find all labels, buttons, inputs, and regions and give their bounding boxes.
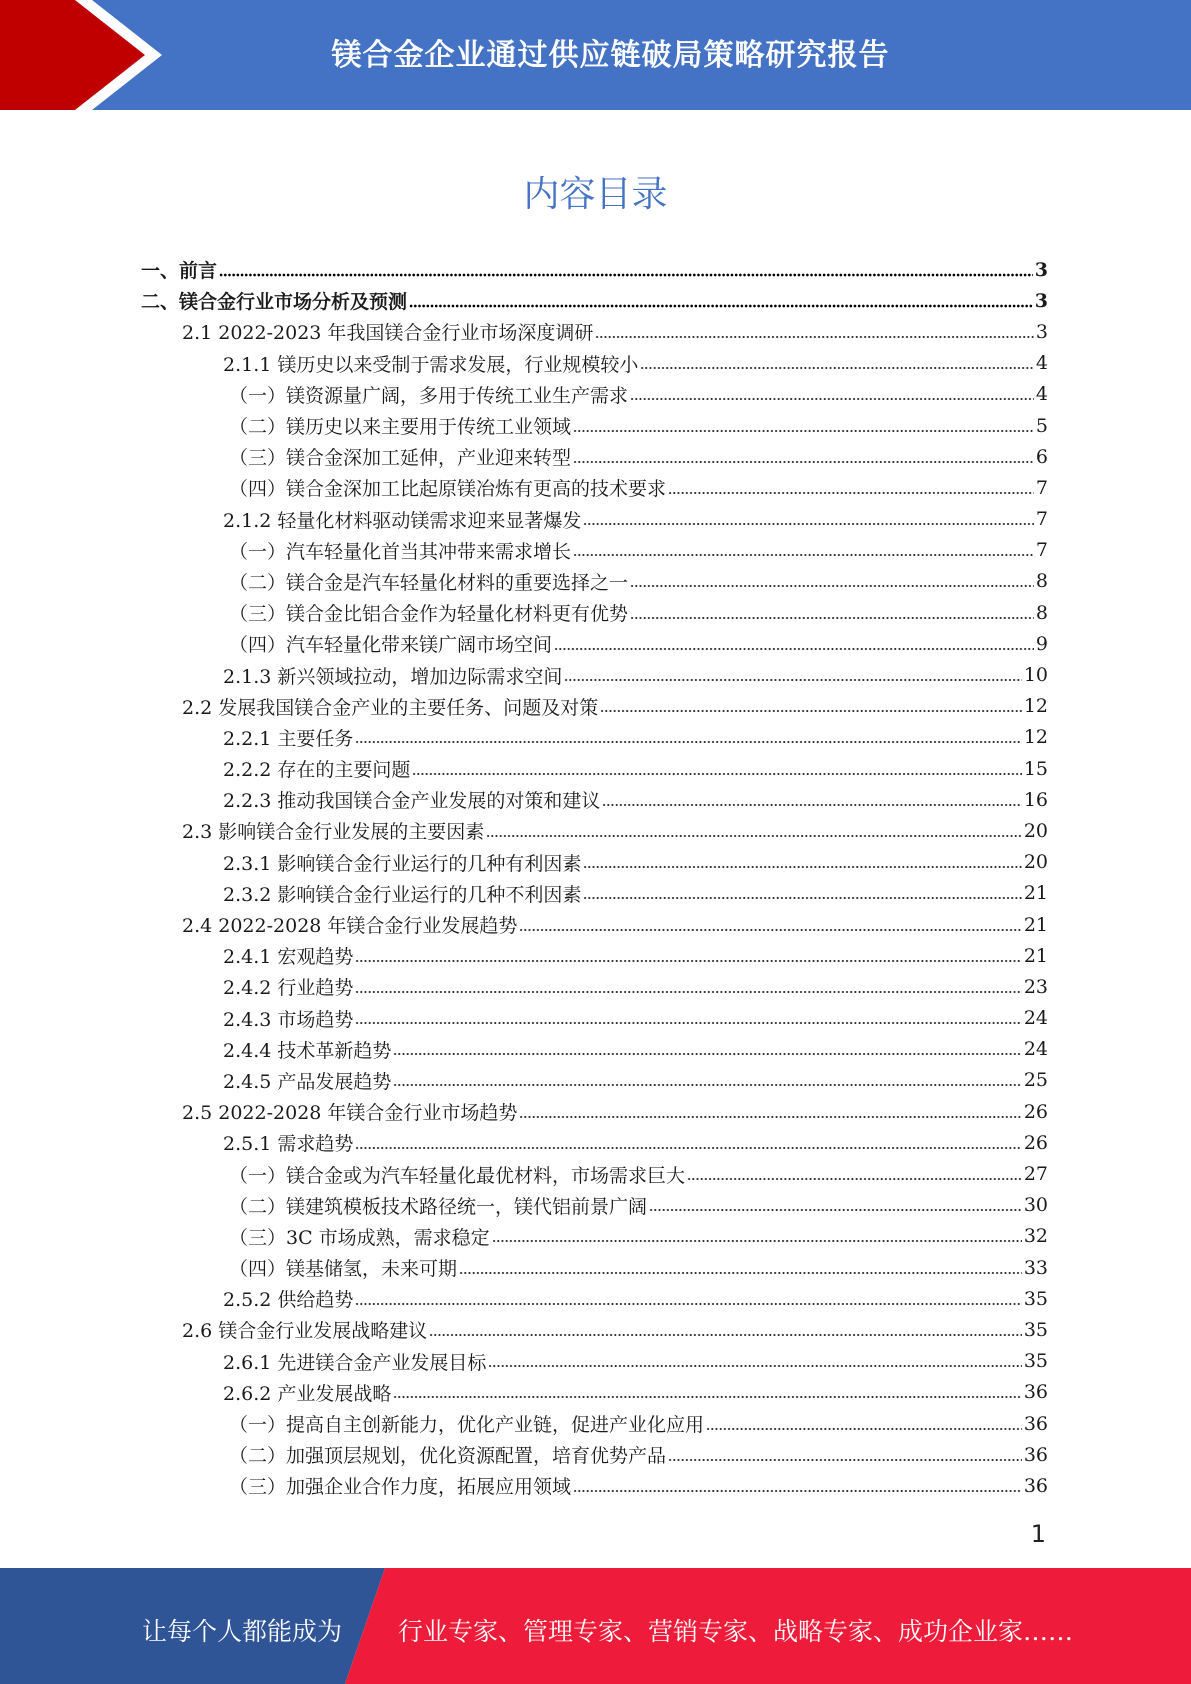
toc-entry-page: 21 xyxy=(1023,913,1048,936)
toc-entry-title: 2.3 影响镁合金行业发展的主要因素 xyxy=(182,821,485,844)
toc-entry[interactable] xyxy=(141,1065,1048,1096)
toc-entry[interactable] xyxy=(141,1096,1048,1127)
toc-dot-leader xyxy=(595,335,1033,339)
toc-entry-page: 12 xyxy=(1023,695,1048,718)
toc-entry[interactable] xyxy=(141,1034,1048,1065)
footer-slogan-left: 让每个人都能成为 xyxy=(142,1617,343,1646)
toc-title: 内容目录 xyxy=(523,174,668,215)
toc-entry[interactable] xyxy=(141,940,1048,971)
toc-entry-title: （一）镁资源量广阔，多用于传统工业生产需求 xyxy=(229,384,629,407)
toc-entry[interactable] xyxy=(141,472,1048,503)
toc-entry[interactable] xyxy=(141,535,1048,566)
toc-entry-page: 25 xyxy=(1023,1069,1048,1092)
toc-entry-title: 2.4 2022-2028 年镁合金行业发展趋势 xyxy=(182,915,518,938)
toc-entry[interactable] xyxy=(141,659,1048,690)
table-of-contents xyxy=(141,254,1048,1502)
toc-entry[interactable] xyxy=(141,1377,1048,1408)
toc-entry-title: 2.6.1 先进镁合金产业发展目标 xyxy=(223,1351,487,1374)
toc-dot-leader xyxy=(409,304,1033,308)
toc-entry-title: 2.1.2 轻量化材料驱动镁需求迎来显著爆发 xyxy=(223,509,582,532)
toc-dot-leader xyxy=(668,491,1034,495)
toc-entry[interactable] xyxy=(141,909,1048,940)
toc-dot-leader xyxy=(355,1302,1021,1306)
toc-entry-page: 21 xyxy=(1023,882,1048,905)
toc-entry-page: 36 xyxy=(1023,1443,1048,1466)
toc-dot-leader xyxy=(583,522,1034,526)
toc-entry-page: 35 xyxy=(1023,1350,1048,1373)
toc-entry[interactable] xyxy=(141,316,1048,347)
toc-entry[interactable] xyxy=(141,691,1048,722)
toc-dot-leader xyxy=(355,740,1021,744)
toc-entry-page: 24 xyxy=(1023,1007,1048,1030)
toc-dot-leader xyxy=(668,1458,1022,1462)
toc-dot-leader xyxy=(393,1395,1021,1399)
toc-entry-page: 30 xyxy=(1023,1194,1048,1217)
toc-entry[interactable] xyxy=(141,1470,1048,1501)
toc-entry[interactable] xyxy=(141,847,1048,878)
toc-entry[interactable] xyxy=(141,597,1048,628)
toc-entry-page: 9 xyxy=(1035,632,1048,655)
toc-entry-title: 2.5.1 需求趋势 xyxy=(223,1133,354,1156)
toc-dot-leader xyxy=(583,865,1021,869)
toc-entry-page: 24 xyxy=(1023,1038,1048,1061)
toc-entry-page: 5 xyxy=(1035,414,1048,437)
toc-entry-page: 4 xyxy=(1035,383,1048,406)
toc-entry-page: 20 xyxy=(1023,851,1048,874)
toc-entry-title: （一）汽车轻量化首当其冲带来需求增长 xyxy=(229,540,572,563)
toc-entry[interactable] xyxy=(141,254,1048,285)
toc-entry-title: 2.5 2022-2028 年镁合金行业市场趋势 xyxy=(182,1102,518,1125)
toc-dot-leader xyxy=(459,1271,1022,1275)
toc-entry[interactable] xyxy=(141,285,1048,316)
toc-dot-leader xyxy=(393,1052,1021,1056)
header-banner xyxy=(0,0,1191,110)
toc-entry-page: 36 xyxy=(1023,1474,1048,1497)
toc-dot-leader xyxy=(630,397,1034,401)
toc-entry-page: 7 xyxy=(1035,508,1048,531)
toc-entry-page: 35 xyxy=(1023,1287,1048,1310)
toc-dot-leader xyxy=(630,584,1034,588)
toc-dot-leader xyxy=(564,678,1021,682)
toc-entry[interactable] xyxy=(141,379,1048,410)
toc-dot-leader xyxy=(640,366,1034,370)
toc-entry[interactable] xyxy=(141,1003,1048,1034)
toc-entry-page: 12 xyxy=(1023,726,1048,749)
toc-entry-page: 27 xyxy=(1023,1163,1048,1186)
toc-entry-title: （一）提高自主创新能力，优化产业链，促进产业化应用 xyxy=(229,1414,705,1437)
toc-entry-page: 7 xyxy=(1035,539,1048,562)
toc-entry-title: （三）镁合金比铝合金作为轻量化材料更有优势 xyxy=(229,603,629,626)
toc-entry-title: 2.4.3 市场趋势 xyxy=(223,1008,354,1031)
toc-dot-leader xyxy=(519,1115,1021,1119)
toc-dot-leader xyxy=(687,1177,1022,1181)
toc-entry[interactable] xyxy=(141,348,1048,379)
toc-entry[interactable] xyxy=(141,753,1048,784)
toc-entry-title: 2.2.1 主要任务 xyxy=(223,727,354,750)
toc-entry-page: 8 xyxy=(1035,601,1048,624)
toc-dot-leader xyxy=(630,616,1034,620)
toc-entry-page: 15 xyxy=(1023,757,1048,780)
toc-entry-page: 21 xyxy=(1023,944,1048,967)
toc-entry-title: 2.1.1 镁历史以来受制于需求发展，行业规模较小 xyxy=(223,353,639,376)
toc-entry-title: 2.6 镁合金行业发展战略建议 xyxy=(182,1320,428,1343)
page-number: 1 xyxy=(1030,1520,1046,1548)
toc-entry-page: 32 xyxy=(1023,1225,1048,1248)
toc-entry[interactable] xyxy=(141,1346,1048,1377)
toc-dot-leader xyxy=(649,1208,1022,1212)
footer-banner xyxy=(0,1568,1191,1684)
toc-entry-page: 4 xyxy=(1035,352,1048,375)
toc-entry[interactable] xyxy=(141,971,1048,1002)
toc-entry[interactable] xyxy=(141,1439,1048,1470)
toc-entry[interactable] xyxy=(141,722,1048,753)
toc-entry-title: （四）镁基储氢，未来可期 xyxy=(229,1258,458,1281)
toc-entry-title: 2.2.2 存在的主要问题 xyxy=(223,759,411,782)
toc-dot-leader xyxy=(492,1239,1022,1243)
toc-entry-title: 2.4.2 行业趋势 xyxy=(223,977,354,1000)
toc-entry-title: 2.6.2 产业发展战略 xyxy=(223,1382,392,1405)
toc-dot-leader xyxy=(393,1083,1021,1087)
toc-dot-leader xyxy=(486,834,1022,838)
toc-entry-title: 2.3.1 影响镁合金行业运行的几种有利因素 xyxy=(223,852,582,875)
toc-dot-leader xyxy=(573,429,1034,433)
toc-dot-leader xyxy=(573,1489,1022,1493)
toc-entry[interactable] xyxy=(141,1221,1048,1252)
toc-entry-title: 2.4.4 技术革新趋势 xyxy=(223,1039,392,1062)
toc-entry[interactable] xyxy=(141,784,1048,815)
toc-dot-leader xyxy=(355,1021,1021,1025)
toc-entry-page: 20 xyxy=(1023,819,1048,842)
toc-dot-leader xyxy=(554,647,1034,651)
toc-entry-title: 2.4.1 宏观趋势 xyxy=(223,946,354,969)
toc-entry[interactable] xyxy=(141,1158,1048,1189)
toc-entry-title: 2.1 2022-2023 年我国镁合金行业市场深度调研 xyxy=(182,322,594,345)
toc-entry-title: （四）汽车轻量化带来镁广阔市场空间 xyxy=(229,634,553,657)
toc-entry-title: 2.3.2 影响镁合金行业运行的几种不利因素 xyxy=(223,883,582,906)
toc-entry[interactable] xyxy=(141,1190,1048,1221)
toc-entry-page: 3 xyxy=(1035,320,1048,343)
toc-entry[interactable] xyxy=(141,1408,1048,1439)
toc-entry-title: 2.1.3 新兴领域拉动，增加边际需求空间 xyxy=(223,665,563,688)
toc-dot-leader xyxy=(429,1333,1022,1337)
toc-dot-leader xyxy=(355,959,1021,963)
toc-entry[interactable] xyxy=(141,878,1048,909)
toc-entry-title: （二）镁历史以来主要用于传统工业领域 xyxy=(229,416,572,439)
toc-entry-title: 二、镁合金行业市场分析及预测 xyxy=(141,291,408,314)
toc-dot-leader xyxy=(355,1146,1021,1150)
toc-entry-page: 36 xyxy=(1023,1412,1048,1435)
toc-entry-page: 16 xyxy=(1023,788,1048,811)
toc-entry[interactable] xyxy=(141,566,1048,597)
header-title: 镁合金企业通过供应链破局策略研究报告 xyxy=(331,38,890,73)
toc-entry-title: （三）加强企业合作力度，拓展应用领域 xyxy=(229,1476,572,1499)
toc-entry[interactable] xyxy=(141,1283,1048,1314)
toc-entry-page: 8 xyxy=(1035,570,1048,593)
toc-entry-page: 26 xyxy=(1023,1131,1048,1154)
toc-entry-title: （二）镁建筑模板技术路径统一，镁代铝前景广阔 xyxy=(229,1195,648,1218)
toc-entry-title: （一）镁合金或为汽车轻量化最优材料，市场需求巨大 xyxy=(229,1164,686,1187)
toc-dot-leader xyxy=(706,1427,1022,1431)
toc-dot-leader xyxy=(219,273,1033,277)
toc-entry-page: 7 xyxy=(1035,476,1048,499)
toc-entry[interactable] xyxy=(141,1127,1048,1158)
toc-dot-leader xyxy=(412,772,1021,776)
toc-entry-title: 2.2 发展我国镁合金产业的主要任务、问题及对策 xyxy=(182,696,599,719)
toc-dot-leader xyxy=(488,1364,1021,1368)
toc-dot-leader xyxy=(573,460,1034,464)
toc-entry-page: 10 xyxy=(1023,664,1048,687)
toc-entry[interactable] xyxy=(141,441,1048,472)
toc-entry[interactable] xyxy=(141,504,1048,535)
toc-entry-page: 23 xyxy=(1023,975,1048,998)
toc-entry[interactable] xyxy=(141,815,1048,846)
toc-entry-page: 6 xyxy=(1035,445,1048,468)
toc-entry-title: 2.4.5 产品发展趋势 xyxy=(223,1070,392,1093)
toc-dot-leader xyxy=(519,928,1021,932)
toc-entry-title: 一、前言 xyxy=(141,260,218,283)
toc-entry-page: 35 xyxy=(1023,1318,1048,1341)
footer-slogan-right: 行业专家、管理专家、营销专家、战略专家、成功企业家…… xyxy=(398,1617,1074,1646)
toc-entry-title: 2.2.3 推动我国镁合金产业发展的对策和建议 xyxy=(223,790,601,813)
toc-entry[interactable] xyxy=(141,1252,1048,1283)
toc-entry-page: 3 xyxy=(1034,289,1048,312)
toc-entry-title: 2.5.2 供给趋势 xyxy=(223,1289,354,1312)
toc-entry-title: （二）加强顶层规划，优化资源配置，培育优势产品 xyxy=(229,1445,667,1468)
toc-dot-leader xyxy=(602,803,1021,807)
toc-dot-leader xyxy=(355,990,1021,994)
toc-entry[interactable] xyxy=(141,1314,1048,1345)
toc-entry-title: （三）3C 市场成熟，需求稳定 xyxy=(229,1226,490,1249)
toc-dot-leader xyxy=(600,709,1022,713)
toc-dot-leader xyxy=(583,896,1021,900)
toc-dot-leader xyxy=(573,553,1034,557)
toc-entry-title: （三）镁合金深加工延伸，产业迎来转型 xyxy=(229,447,572,470)
toc-entry-page: 33 xyxy=(1023,1256,1048,1279)
toc-entry-page: 3 xyxy=(1034,258,1048,281)
toc-entry-page: 36 xyxy=(1023,1381,1048,1404)
toc-entry[interactable] xyxy=(141,628,1048,659)
toc-entry[interactable] xyxy=(141,410,1048,441)
toc-entry-title: （二）镁合金是汽车轻量化材料的重要选择之一 xyxy=(229,571,629,594)
toc-entry-title: （四）镁合金深加工比起原镁冶炼有更高的技术要求 xyxy=(229,478,667,501)
toc-entry-page: 26 xyxy=(1023,1100,1048,1123)
